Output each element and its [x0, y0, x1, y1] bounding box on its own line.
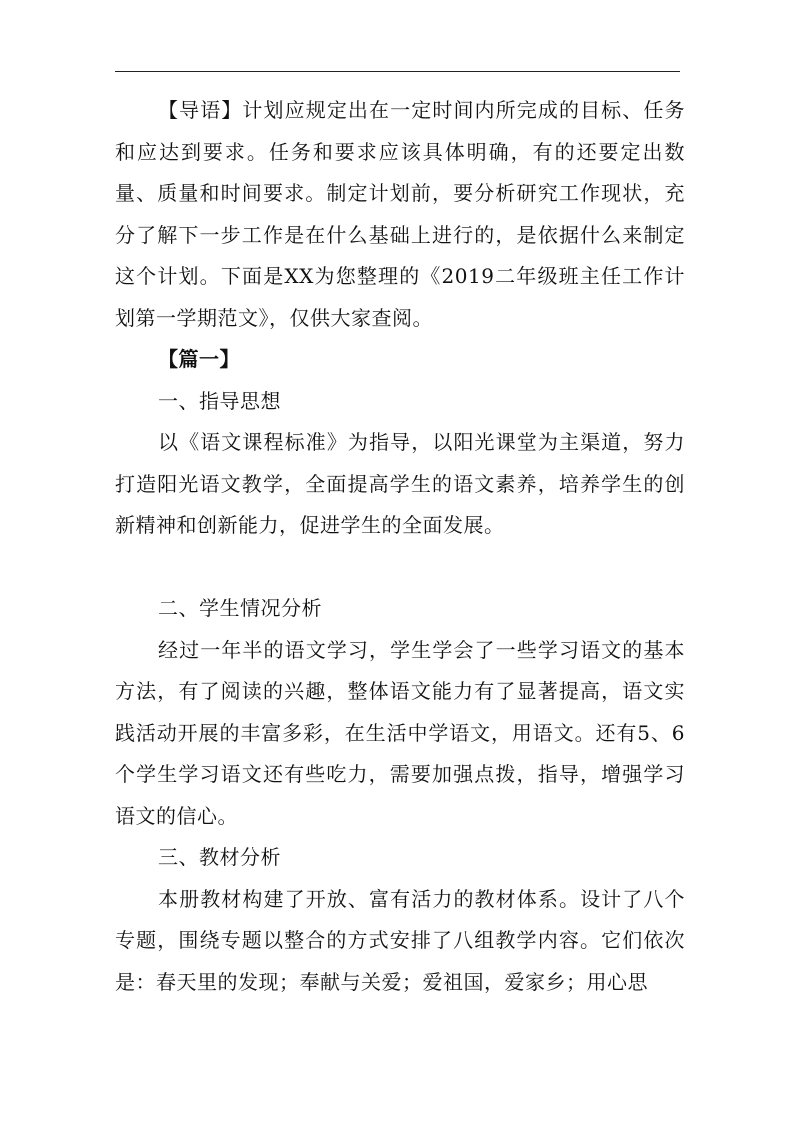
section-heading-3: 三、教材分析: [158, 845, 281, 869]
section-paragraph-3: 本册教材构建了开放、富有活力的教材体系。设计了八个专题，围绕专题以整合的方式安排了八组教学内容。它们依次是：春天里的发现；奉献与关爱；爱祖国，爱家乡；用心思: [115, 886, 685, 994]
intro-paragraph: 【导语】计划应规定出在一定时间内所完成的目标、任务和应达到要求。任务和要求应该具体明确，有的还要定出数量、质量和时间要求。制定计划前，要分析研究工作现状，充分了解下一步工作是在什么基础上进行的，是依据什么来制定这个计划。下面是XX为您整理的《2019二年级班主任工作计划第一学期范文》，仅供大家查阅。: [115, 98, 685, 330]
section-heading-2: 二、学生情况分析: [158, 596, 322, 620]
header-rule: [115, 71, 680, 72]
section-heading-1: 一、指导思想: [158, 388, 281, 413]
section-paragraph-1: 以《语文课程标准》为指导，以阳光课堂为主渠道，努力打造阳光语文教学，全面提高学生的语文素养，培养学生的创新精神和创新能力，促进学生的全面发展。: [115, 430, 685, 537]
part-title: 【篇一】: [158, 347, 240, 371]
section-paragraph-2: 经过一年半的语文学习，学生学会了一些学习语文的基本方法，有了阅读的兴趣，整体语文能力有了显著提高，语文实践活动开展的丰富多彩，在生活中学语文，用语文。还有5、6个学生学习语文还有些吃力，需要加强点拨，指导，增强学习语文的信心。: [115, 637, 685, 828]
blank-line: [115, 547, 685, 589]
document-body: [115, 90, 685, 1003]
